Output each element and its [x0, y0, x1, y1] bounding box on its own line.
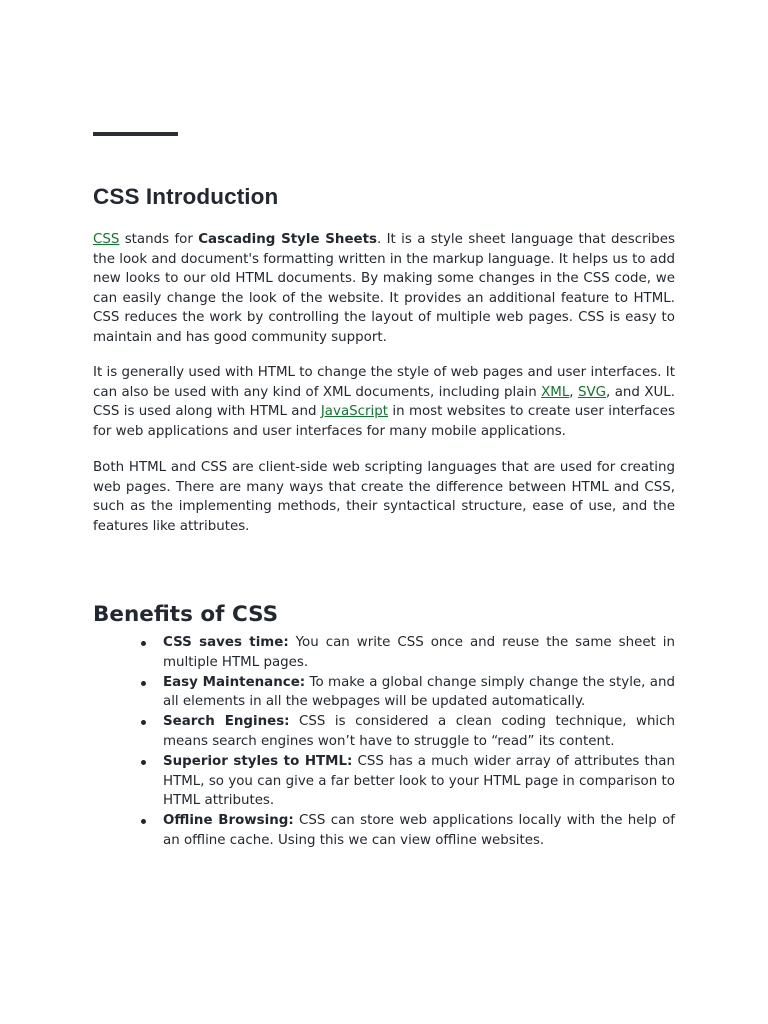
benefit-text: CSS is considered a clean coding technique, which means search engines won’t have to struggle to “read” its content.: [163, 714, 676, 749]
xml-link[interactable]: XML: [541, 384, 570, 400]
javascript-link[interactable]: JavaScript: [320, 404, 388, 419]
intro-paragraph: [93, 230, 675, 347]
benefits-heading: Benefits of CSS: [93, 602, 279, 627]
benefit-label: Superior styles to HTML:: [163, 753, 353, 769]
comparison-paragraph: [93, 458, 675, 536]
benefit-text: To make a global change simply change the style, and all elements in all the webpages will be updated automatically.: [163, 674, 675, 710]
benefit-label: Easy Maintenance:: [163, 674, 306, 690]
list-item: [163, 633, 675, 673]
usage-text-2: ,: [569, 384, 578, 400]
usage-text-4: in most websites to create user interfaces for web applications and user interfaces for many mobile applications.: [93, 404, 675, 439]
intro-bold-term: Cascading Style Sheets: [198, 232, 377, 247]
benefit-text: You can write CSS once and reuse the same sheet in multiple HTML pages.: [163, 635, 675, 670]
benefits-list: [163, 633, 675, 851]
list-item: [163, 752, 675, 811]
svg-link[interactable]: SVG: [577, 384, 607, 400]
benefit-label: Offline Browsing:: [163, 813, 294, 829]
usage-text-3: , and XUL. CSS is used along with HTML and: [93, 384, 676, 419]
benefit-text: CSS can store web applications locally with the help of an offline cache. Using this we can view offline websites.: [163, 813, 675, 848]
benefit-text: CSS has a much wider array of attributes than HTML, so you can give a far better look to your HTML page in comparison to HTML attributes.: [163, 753, 675, 809]
usage-paragraph: [93, 363, 675, 441]
title-divider: [93, 132, 178, 136]
list-item: [163, 811, 675, 851]
benefit-label: Search Engines:: [163, 714, 290, 730]
intro-text-2: . It is a style sheet language that describes the look and document's formatting written in the markup language. It helps us to add new looks to our old HTML documents. By making some changes in the CSS code, we can easily change the look of the website. It provides an additional feature to HTML. CSS reduces the work by controlling the layout of multiple web pages. CSS is easy to maintain and has good community support.: [93, 232, 676, 345]
intro-text-1: stands for: [119, 232, 199, 247]
list-item: [163, 673, 675, 713]
list-item: [163, 712, 675, 752]
css-link[interactable]: CSS: [93, 232, 120, 247]
usage-text-1: It is generally used with HTML to change the style of web pages and user interfaces. It can also be used with any kind of XML documents, including plain: [93, 365, 675, 400]
benefit-label: CSS saves time:: [163, 635, 289, 650]
comparison-text: Both HTML and CSS are client-side web scripting languages that are used for creating web pages. There are many ways that create the difference between HTML and CSS, such as the implementing methods, their syntactical structure, ease of use, and the features like attributes.: [93, 460, 675, 534]
page-title: CSS Introduction: [93, 184, 279, 209]
